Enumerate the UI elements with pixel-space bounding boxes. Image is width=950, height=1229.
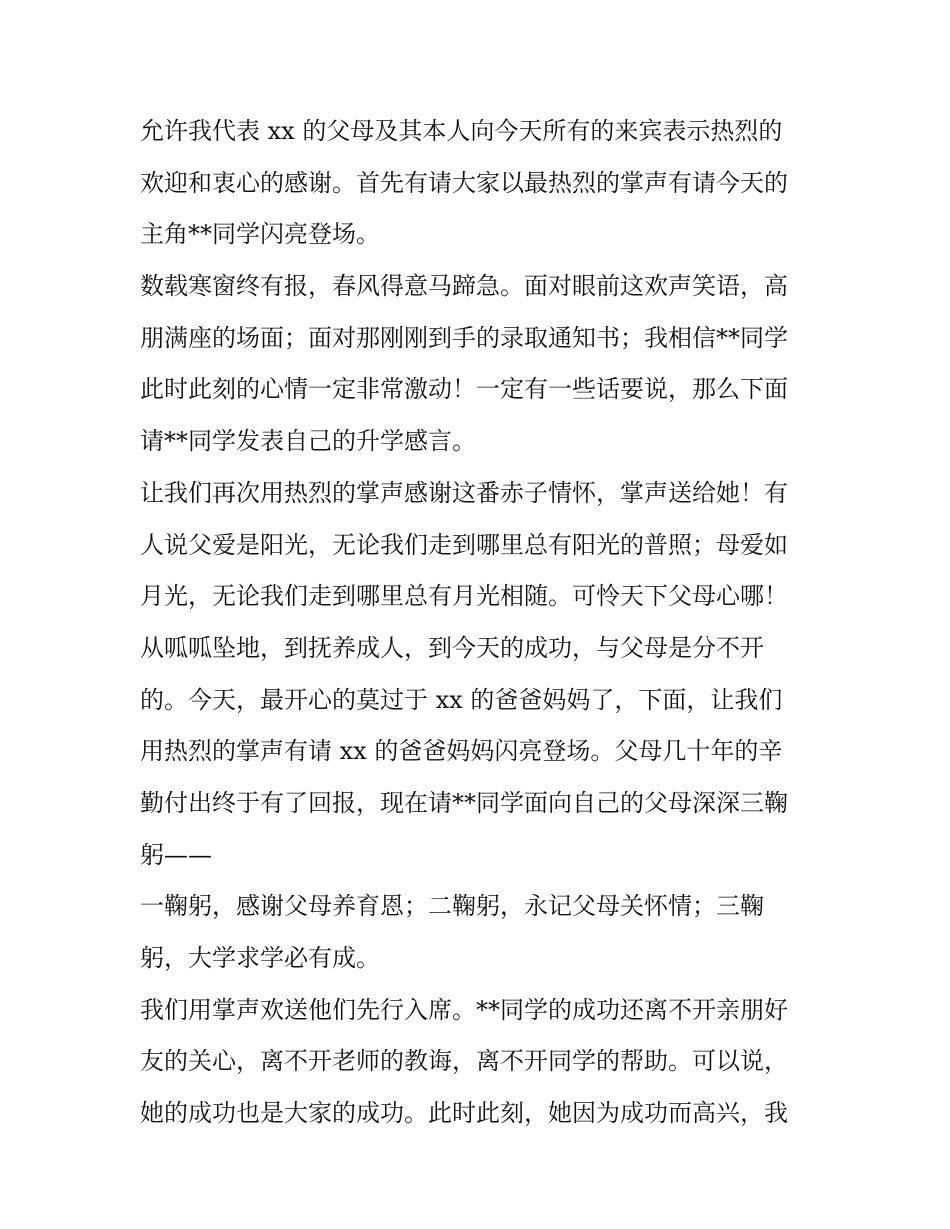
text-line-14: 勤付出终于有了回报，现在请**同学面向自己的父母深深三鞠 [140,788,788,817]
text-line-10: 月光，无论我们走到哪里总有月光相随。可怜天下父母心哪！ [140,582,788,611]
text-line-6: 此时此刻的心情一定非常激动！一定有一些话要说，那么下面 [140,375,788,404]
text-line-17: 躬，大学求学必有成。 [140,944,380,972]
text-line-5: 朋满座的场面；面对那刚刚到手的录取通知书；我相信**同学 [140,323,788,352]
text-line-1: 允许我代表 xx 的父母及其本人向今天所有的来宾表示热烈的 [140,117,783,145]
text-line-18: 我们用掌声欢送他们先行入席。**同学的成功还离不开亲朋好 [140,995,788,1024]
text-line-7: 请**同学发表自己的升学感言。 [140,427,476,456]
text-line-16: 一鞠躬，感谢父母养育恩；二鞠躬，永记父母关怀情；三鞠 [140,892,764,921]
text-line-19: 友的关心，离不开老师的教诲，离不开同学的帮助。可以说， [140,1047,788,1076]
text-line-15: 躬—— [140,840,212,869]
text-line-20: 她的成功也是大家的成功。此时此刻，她因为成功而高兴，我 [140,1099,788,1128]
text-line-3: 主角**同学闪亮登场。 [140,220,380,249]
text-line-13: 用热烈的掌声有请 xx 的爸爸妈妈闪亮登场。父母几十年的辛 [140,737,783,766]
document-body [140,106,820,1140]
text-line-4: 数载寒窗终有报，春风得意马蹄急。面对眼前这欢声笑语，高 [140,272,788,301]
text-line-8: 让我们再次用热烈的掌声感谢这番赤子情怀，掌声送给她！有 [140,478,788,507]
text-line-9: 人说父爱是阳光，无论我们走到哪里总有阳光的普照；母爱如 [140,530,788,559]
text-line-12: 的。今天，最开心的莫过于 xx 的爸爸妈妈了，下面，让我们 [140,685,783,714]
text-line-11: 从呱呱坠地，到抚养成人，到今天的成功，与父母是分不开 [140,633,764,662]
text-line-2: 欢迎和衷心的感谢。首先有请大家以最热烈的掌声有请今天的 [140,168,788,197]
